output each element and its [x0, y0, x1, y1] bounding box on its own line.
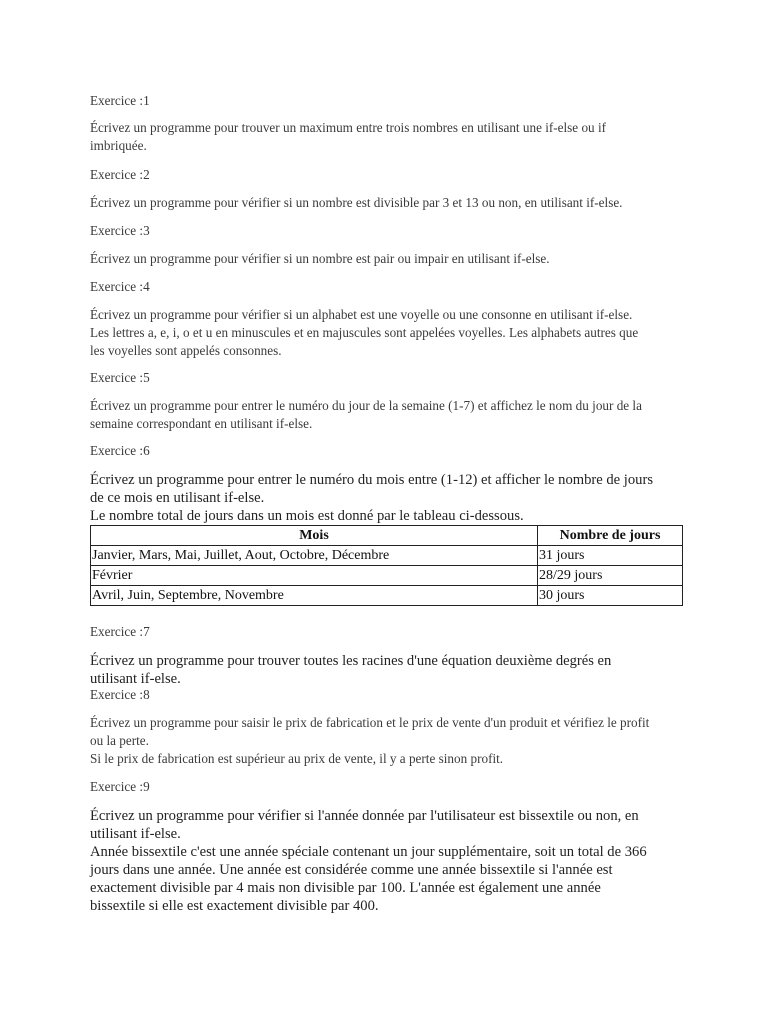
table-cell-days: 30 jours — [538, 586, 683, 606]
exercise-2-title: Exercice :2 — [90, 167, 150, 182]
exercise-9-line-2: utilisant if-else. — [90, 826, 181, 842]
exercise-9-line-3: Année bissextile c'est une année spéciale contenant un jour supplémentaire, soit un total de 366 — [90, 844, 647, 860]
exercise-3-title: Exercice :3 — [90, 223, 150, 238]
exercise-7-title: Exercice :7 — [90, 624, 150, 639]
table-cell-months: Avril, Juin, Septembre, Novembre — [91, 586, 538, 606]
exercise-1-title: Exercice :1 — [90, 93, 150, 108]
exercise-9-line-1: Écrivez un programme pour vérifier si l'année donnée par l'utilisateur est bissextile ou non, en — [90, 808, 639, 824]
exercise-7-line-1: Écrivez un programme pour trouver toutes les racines d'une équation deuxième degrés en — [90, 653, 612, 669]
exercise-8-title: Exercice :8 — [90, 687, 150, 702]
table-header-row — [91, 526, 683, 546]
exercise-9-title: Exercice :9 — [90, 779, 150, 794]
table-cell-days: 28/29 jours — [538, 566, 683, 586]
exercise-5-line-1: Écrivez un programme pour entrer le numéro du jour de la semaine (1-7) et affichez le nom du jour de la — [90, 398, 642, 413]
exercise-9-line-5: exactement divisible par 4 mais non divisible par 100. L'année est également une année — [90, 880, 601, 896]
exercise-5-title: Exercice :5 — [90, 370, 150, 385]
table-header-month: Mois — [91, 526, 538, 546]
exercise-8-line-2: ou la perte. — [90, 733, 149, 748]
exercise-1-line-2: imbriquée. — [90, 138, 147, 153]
exercise-9-line-6: bissextile si elle est exactement divisible par 400. — [90, 898, 379, 914]
exercise-9-line-4: jours dans une année. Une année est considérée comme une année bissextile si l'année est — [90, 862, 613, 878]
exercise-5-line-2: semaine correspondant en utilisant if-else. — [90, 416, 313, 431]
exercise-4-line-1: Écrivez un programme pour vérifier si un alphabet est une voyelle ou une consonne en utilisant if-else. — [90, 307, 633, 322]
exercise-4-line-3: les voyelles sont appelés consonnes. — [90, 343, 282, 358]
exercise-3-line-1: Écrivez un programme pour vérifier si un nombre est pair ou impair en utilisant if-else. — [90, 251, 550, 266]
table-cell-days: 31 jours — [538, 546, 683, 566]
exercise-7-line-2: utilisant if-else. — [90, 671, 181, 687]
table-header-days: Nombre de jours — [538, 526, 683, 546]
table-row — [91, 586, 683, 606]
exercise-6-line-2: de ce mois en utilisant if-else. — [90, 490, 265, 506]
table-row — [91, 566, 683, 586]
table-cell-months: Février — [91, 566, 538, 586]
exercise-4-line-2: Les lettres a, e, i, o et u en minuscules et en majuscules sont appelées voyelles. Les alphabets autres que — [90, 325, 639, 340]
exercise-2-line-1: Écrivez un programme pour vérifier si un nombre est divisible par 3 et 13 ou non, en utilisant if-else. — [90, 195, 623, 210]
exercise-4-title: Exercice :4 — [90, 279, 150, 294]
exercise-1-line-1: Écrivez un programme pour trouver un maximum entre trois nombres en utilisant une if-else ou if — [90, 120, 606, 135]
table-row — [91, 546, 683, 566]
days-per-month-table — [90, 525, 683, 606]
exercise-6-line-3: Le nombre total de jours dans un mois est donné par le tableau ci-dessous. — [90, 508, 524, 524]
exercise-6-line-1: Écrivez un programme pour entrer le numéro du mois entre (1-12) et afficher le nombre de jours — [90, 472, 653, 488]
exercise-6-title: Exercice :6 — [90, 443, 150, 458]
exercise-8-line-3: Si le prix de fabrication est supérieur au prix de vente, il y a perte sinon profit. — [90, 751, 504, 766]
table-cell-months: Janvier, Mars, Mai, Juillet, Aout, Octobre, Décembre — [91, 546, 538, 566]
exercise-8-line-1: Écrivez un programme pour saisir le prix de fabrication et le prix de vente d'un produit et vérifiez le profit — [90, 715, 650, 730]
